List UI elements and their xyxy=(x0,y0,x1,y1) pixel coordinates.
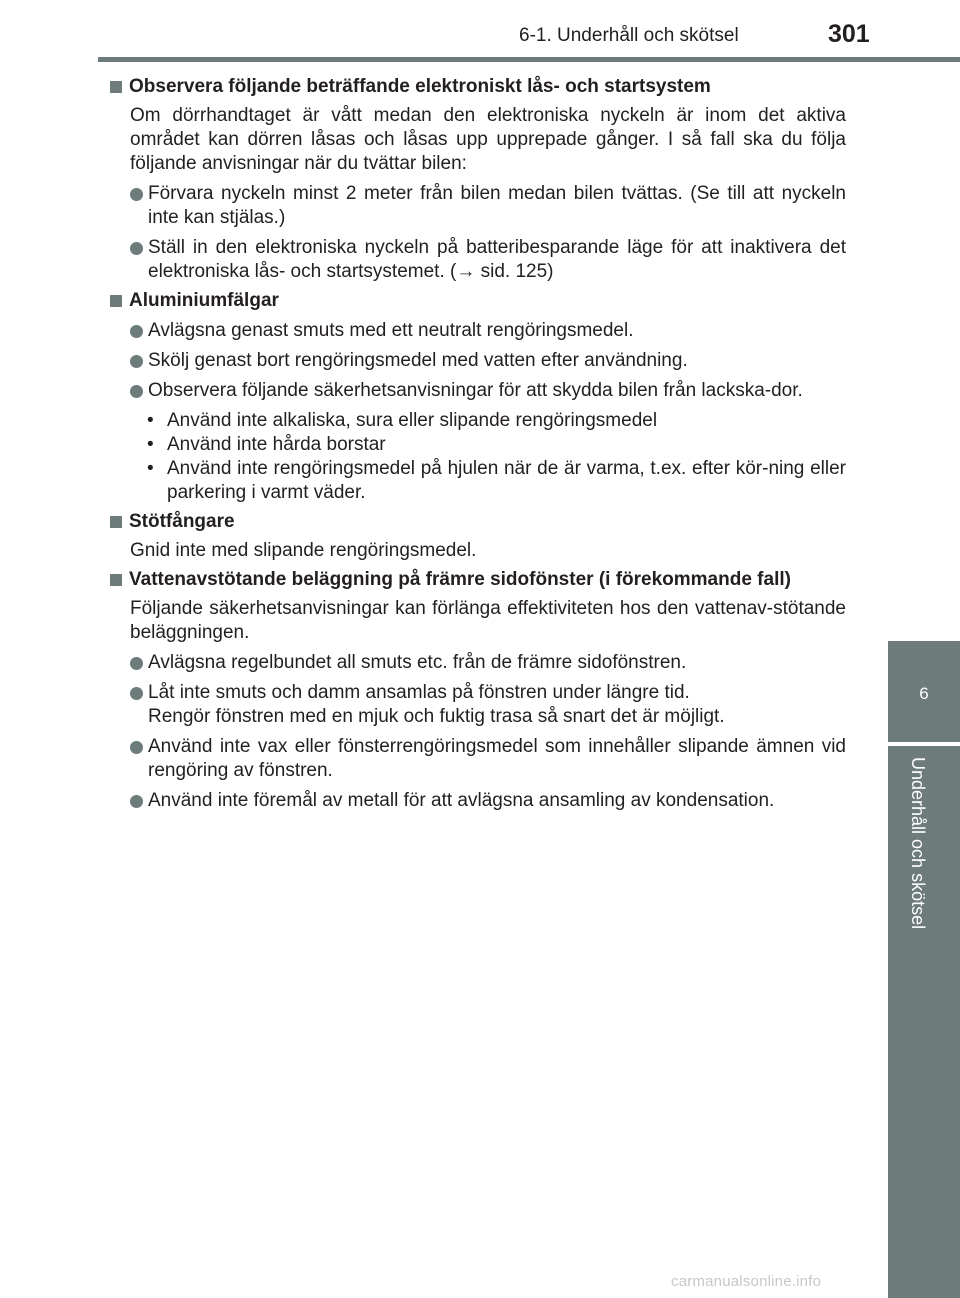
list-item: Observera följande säkerhetsanvisningar för att skydda bilen från lackska-dor. xyxy=(110,379,846,403)
section-heading: Stötfångare xyxy=(110,510,846,534)
page-number: 301 xyxy=(828,20,870,48)
section-heading: Vattenavstötande beläggning på främre sidofönster (i förekommande fall) xyxy=(110,568,846,592)
round-bullet-icon xyxy=(130,188,143,201)
section-paragraph: Om dörrhandtaget är vått medan den elektroniska nyckeln är inom det aktiva området kan dörren låsas och låsas upp upprepade gånger. I så fall ska du följa följande anvisningar när du tvättar bilen: xyxy=(130,105,846,174)
round-bullet-icon xyxy=(130,355,143,368)
list-item: Förvara nyckeln minst 2 meter från bilen medan bilen tvättas. (Se till att nyckeln inte kan stjälas.) xyxy=(110,182,846,230)
page-content xyxy=(110,70,846,813)
header-section-title: 6-1. Underhåll och skötsel xyxy=(519,25,739,46)
section-heading: Aluminiumfälgar xyxy=(110,289,846,313)
round-bullet-icon xyxy=(130,242,143,255)
dot-marker: • xyxy=(147,410,154,431)
sub-list xyxy=(110,409,846,505)
chapter-title: Underhåll och skötsel xyxy=(908,757,928,930)
list-item: Avlägsna regelbundet all smuts etc. från de främre sidofönstren. xyxy=(110,651,846,675)
header-rule xyxy=(98,57,960,62)
square-bullet-icon xyxy=(110,81,122,93)
sub-list-item: • Använd inte hårda borstar xyxy=(147,434,386,455)
round-bullet-icon xyxy=(130,741,143,754)
section-paragraph: Följande säkerhetsanvisningar kan förlänga effektiviteten hos den vattenav-stötande beläggningen. xyxy=(130,598,846,643)
round-bullet-icon xyxy=(130,657,143,670)
list-item: Använd inte vax eller fönsterrengöringsmedel som innehåller slipande ämnen vid rengöring av fönstren. xyxy=(110,735,846,783)
bullet-continuation: Rengör fönstren med en mjuk och fuktig trasa så snart det är möjligt. xyxy=(148,706,725,727)
round-bullet-icon xyxy=(130,385,143,398)
dot-marker: • xyxy=(147,434,154,455)
chapter-number: 6 xyxy=(919,684,929,703)
square-bullet-icon xyxy=(110,516,122,528)
square-bullet-icon xyxy=(110,295,122,307)
dot-marker: • xyxy=(147,458,154,479)
sub-list-item: • Använd inte rengöringsmedel på hjulen när de är varma, t.ex. efter kör-ning eller parkering i varmt väder. xyxy=(147,458,846,503)
round-bullet-icon xyxy=(130,687,143,700)
watermark: carmanualsonline.info xyxy=(671,1273,822,1290)
square-bullet-icon xyxy=(110,574,122,586)
list-item: Avlägsna genast smuts med ett neutralt rengöringsmedel. xyxy=(110,319,846,343)
sub-list-item: • Använd inte alkaliska, sura eller slipande rengöringsmedel xyxy=(147,410,658,431)
list-item: Skölj genast bort rengöringsmedel med vatten efter användning. xyxy=(110,349,846,373)
round-bullet-icon xyxy=(130,795,143,808)
list-item: Låt inte smuts och damm ansamlas på fönstren under längre tid. Rengör fönstren med en mjuk och fuktig trasa så snart det är möjligt. xyxy=(110,681,846,729)
section-paragraph: Gnid inte med slipande rengöringsmedel. xyxy=(130,540,477,561)
section-heading: Observera följande beträffande elektroniskt lås- och startsystem xyxy=(110,75,846,99)
list-item: Ställ in den elektroniska nyckeln på batteribesparande läge för att inaktivera det elektroniska lås- och startsystemet. (→ sid. 125) xyxy=(110,236,846,284)
list-item: Använd inte föremål av metall för att avlägsna ansamling av kondensation. xyxy=(110,789,846,813)
round-bullet-icon xyxy=(130,325,143,338)
